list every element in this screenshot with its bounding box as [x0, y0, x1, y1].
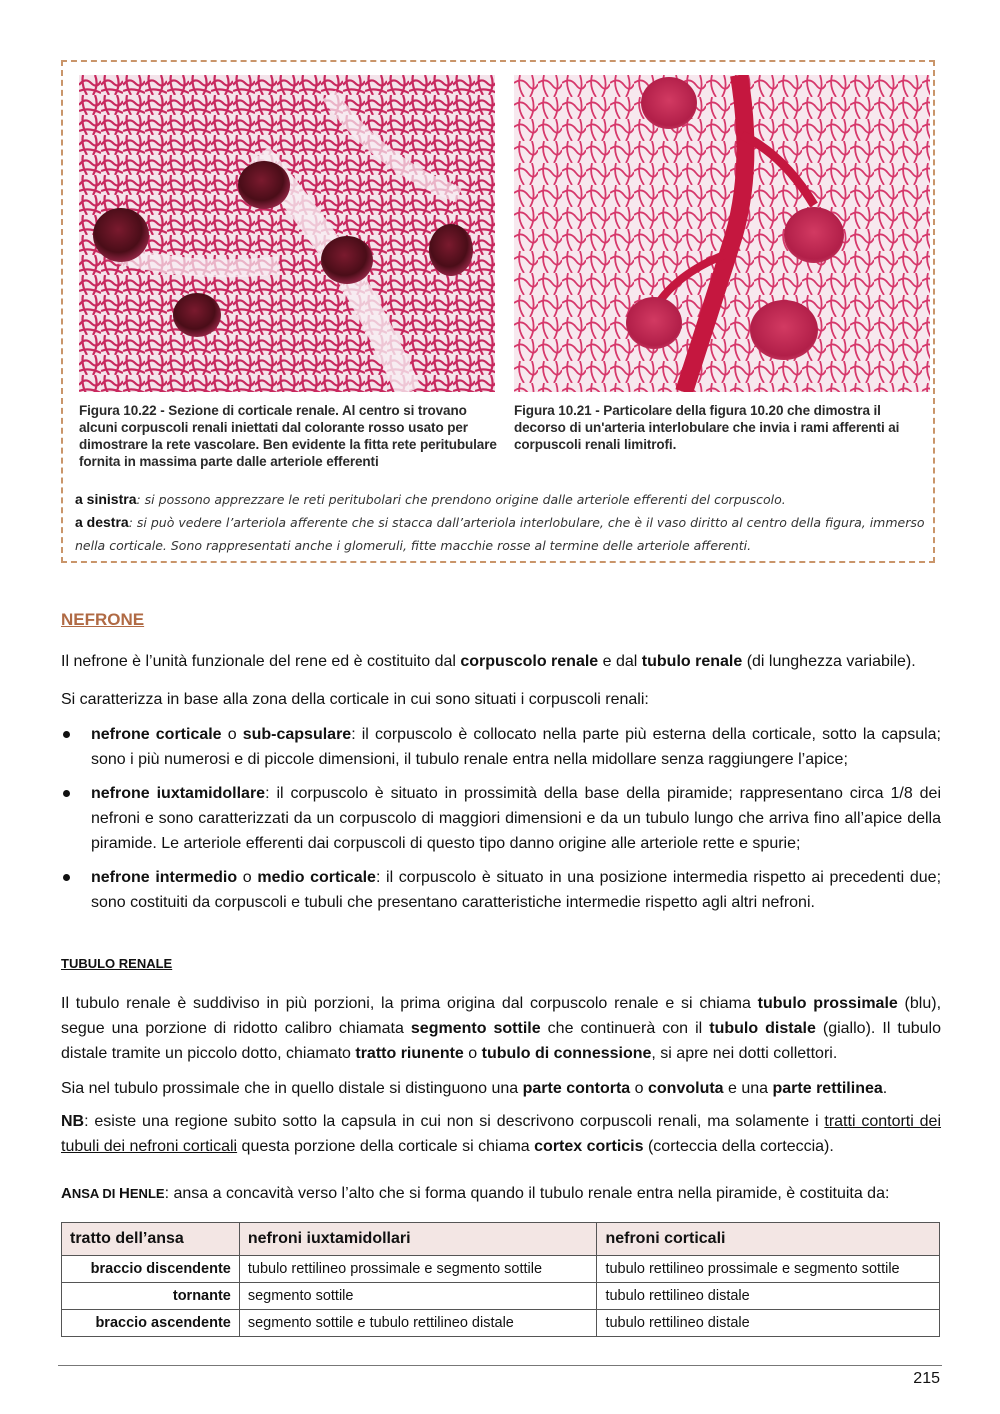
intro-paragraph-1: Il nefrone è l’unità funzionale del rene ed è costituito dal corpuscolo renale e dal tubulo renale (di lunghezza variabile).: [61, 653, 916, 670]
figure-box: [61, 60, 935, 563]
figure-right-caption-text: - Particolare della figura 10.20 che dimostra il decorso di un'arteria interlobulare che invia i rami afferenti ai corpuscoli renali limitrofi.: [514, 403, 900, 452]
figure-right-label: Figura 10.21: [514, 403, 592, 418]
tubulo-paragraph-2: Sia nel tubulo prossimale che in quello distale si distinguono una parte contorta o convoluta e una parte rettilinea.: [61, 1080, 888, 1097]
bullet-icon: [63, 790, 70, 797]
figure-note-left: a sinistra: si possono apprezzare le reti peritubolari che prendono origine dalle arteriole efferenti del corpuscolo.: [75, 491, 786, 507]
table-row: [62, 1256, 940, 1283]
figure-left-caption-text: - Sezione di corticale renale. Al centro si trovano alcuni corpuscoli renali iniettati dal colorante rosso usato per dimostrare la rete vascolare. Ben evidente la fitta rete peritubulare fornita in massima parte dalle arteriole efferenti: [79, 403, 497, 469]
list-item: nefrone corticale o sub-capsulare: il corpuscolo è collocato nella parte più esterna della corticale, sotto la capsula; sono i più numerosi e di piccole dimensioni, il tubulo renale entra nella midollare senza raggiungere l’apice;: [61, 722, 941, 772]
list-item: nefrone intermedio o medio corticale: il corpuscolo è situato in una posizione intermedia rispetto ai precedenti due; sono costituiti da corpuscoli e tubuli che presentano caratteristiche intermedie rispetto agli altri nefroni.: [61, 865, 941, 915]
figure-left-image: [79, 75, 495, 392]
table-cell: tubulo rettilineo distale: [597, 1310, 940, 1337]
page-number: 215: [913, 1370, 940, 1387]
table-cell: tornante: [62, 1283, 240, 1310]
tubulo-heading: TUBULO RENALE: [61, 956, 173, 971]
figure-right-caption: [514, 402, 932, 453]
figure-notes: [75, 488, 925, 557]
figure-right-image: [514, 75, 930, 392]
list-item: nefrone iuxtamidollare: il corpuscolo è situato in prossimità della base della piramide; rappresentano circa 1/8 dei nefroni e sono caratterizzati da un corpuscolo di maggiori dimensioni e da un tubulo lungo che arriva fino all’apice della piramide. Le arteriole efferenti dai corpuscoli di questo tipo danno origine alle arteriole rette e spurie;: [61, 781, 941, 856]
histology-interlobular-artery-icon: [514, 75, 930, 392]
ansa-heading: ANSA DI HENLE: [61, 1185, 165, 1202]
table-row: [62, 1283, 940, 1310]
table-cell: segmento sottile e tubulo rettilineo distale: [239, 1310, 597, 1337]
intro-paragraph-2: Si caratterizza in base alla zona della corticale in cui sono situati i corpuscoli renali:: [61, 691, 649, 708]
section-title: NEFRONE: [61, 610, 145, 629]
bullet-icon: [63, 874, 70, 881]
tubulo-paragraph-1: Il tubulo renale è suddiviso in più porzioni, la prima origina dal corpuscolo renale e si chiama tubulo prossimale (blu), segue una porzione di ridotto calibro chiamata segmento sottile che continuerà con il tubulo distale (giallo). Il tubulo distale tramite un piccolo dotto, chiamato tratto riunente o tubulo di connessione, si apre nei dotti collettori.: [61, 995, 942, 1062]
figure-left-caption: [79, 402, 497, 470]
table-row: [62, 1310, 940, 1337]
table-header: nefroni corticali: [597, 1223, 940, 1256]
figure-note-right: a destra: si può vedere l’arteriola afferente che si stacca dall’arteriola interlobulare, che è il vaso diritto al centro della figura, immerso nella corticale. Sono rappresentati anche i glomeruli, fitte macchie rosse al termine delle arteriole afferenti.: [75, 514, 925, 553]
figure-left-label: Figura 10.22: [79, 403, 157, 418]
histology-renal-cortex-vascular-injection-icon: [79, 75, 495, 392]
bullet-icon: [63, 731, 70, 738]
table-cell: tubulo rettilineo prossimale e segmento sottile: [597, 1256, 940, 1283]
table-cell: tubulo rettilineo prossimale e segmento sottile: [239, 1256, 597, 1283]
table-cell: braccio ascendente: [62, 1310, 240, 1337]
table-cell: tubulo rettilineo distale: [597, 1283, 940, 1310]
table-header: nefroni iuxtamidollari: [239, 1223, 597, 1256]
nephron-types-list: [61, 722, 941, 924]
table-header-row: [62, 1223, 940, 1256]
ansa-table: [61, 1222, 940, 1337]
table-cell: segmento sottile: [239, 1283, 597, 1310]
table-header: tratto dell’ansa: [62, 1223, 240, 1256]
table-cell: braccio discendente: [62, 1256, 240, 1283]
nb-paragraph: NB: esiste una regione subito sotto la capsula in cui non si descrivono corpuscoli renali, ma solamente i tratti contorti dei tubuli dei nefroni corticali questa porzione della corticale si chiama cortex corticis (corteccia della corteccia).: [61, 1113, 942, 1155]
ansa-paragraph: ANSA DI HENLE: ansa a concavità verso l’alto che si forma quando il tubulo renale entra nella piramide, è costituita da:: [61, 1185, 890, 1202]
footer-divider: [58, 1365, 942, 1366]
